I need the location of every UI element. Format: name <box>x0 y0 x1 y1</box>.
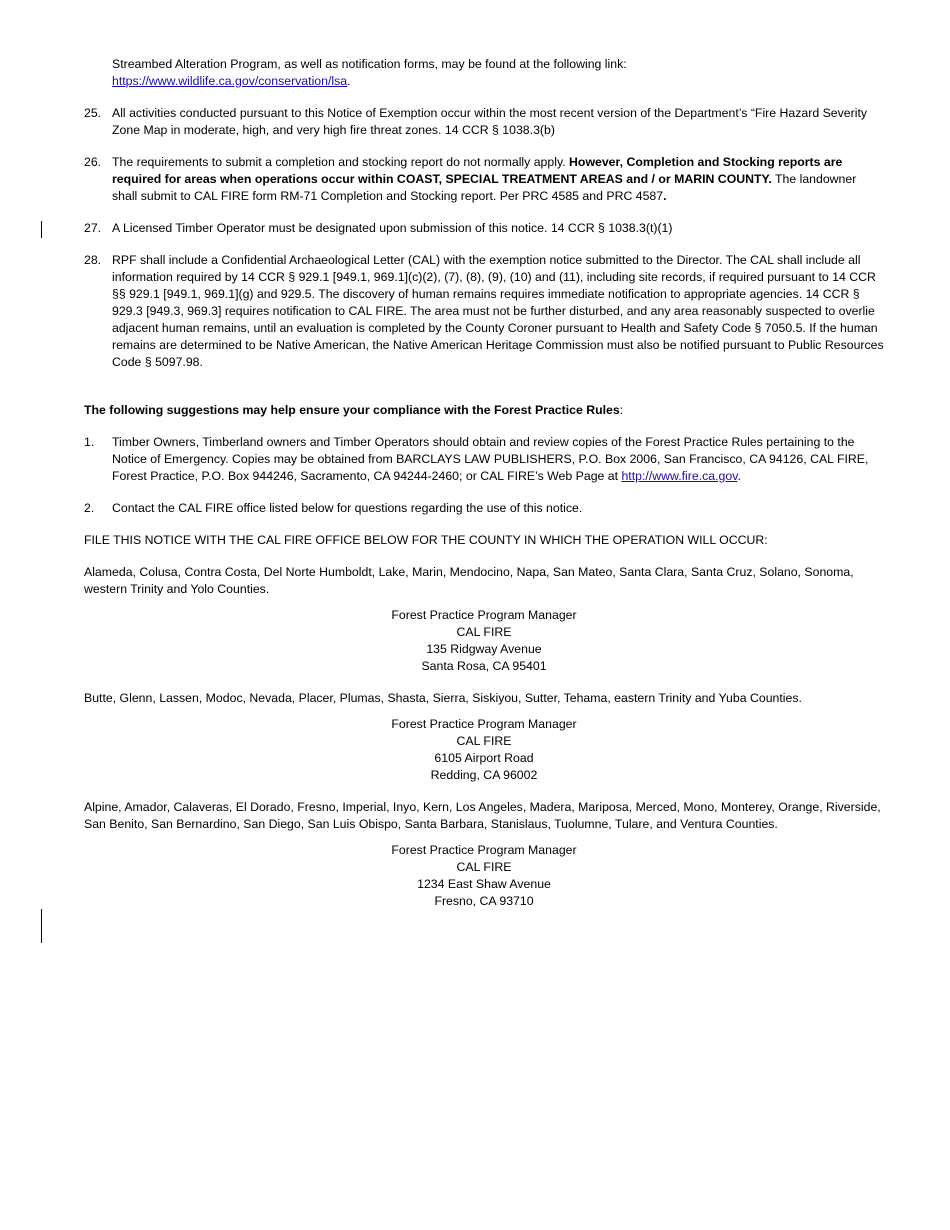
office-block <box>84 799 884 910</box>
revision-bar <box>41 909 42 943</box>
item-number: 1. <box>84 435 95 449</box>
revision-bar <box>41 221 42 238</box>
item-number: 26. <box>84 155 102 169</box>
suggestion-item-2: 2. Contact the CAL FIRE office listed below for questions regarding the use of this notice. <box>84 501 583 515</box>
item-number: 2. <box>84 501 95 515</box>
office-block <box>84 564 884 675</box>
item-number: 27. <box>84 221 102 235</box>
carry-over-text: Streambed Alteration Program, as well as notification forms, may be found at the following link: <box>112 57 627 71</box>
county-list: Alpine, Amador, Calaveras, El Dorado, Fresno, Imperial, Inyo, Kern, Los Angeles, Madera, Mariposa, Merced, Mono, Monterey, Orange, Riverside, San Benito, San Bernardino, San Diego, San Luis Obispo, Santa Barbara, Stanislaus, Tuolumne, Tulare, and Ventura Counties. <box>84 800 881 831</box>
fire-gov-link[interactable]: http://www.fire.ca.gov <box>621 469 738 483</box>
list-item-28 <box>84 252 884 371</box>
office-address: Forest Practice Program Manager CAL FIRE 1234 East Shaw Avenue Fresno, CA 93710 <box>391 843 577 908</box>
list-item-26: 26. The requirements to submit a completion and stocking report do not normally apply. However, Completion and Stocking reports are required for areas when operations occur within COAST, SPECIAL TREATMENT AREAS and / or MARIN COUNTY. The landowner shall submit to CAL FIRE form RM-71 Completion and Stocking report. Per PRC 4585 and PRC 4587. <box>84 155 857 203</box>
bold-requirement: However, Completion and Stocking reports are required for areas when operations occur within COAST, SPECIAL TREATMENT AREAS and / or MARIN COUNTY. <box>112 155 843 186</box>
document-page <box>84 56 884 910</box>
office-address: Forest Practice Program Manager CAL FIRE 6105 Airport Road Redding, CA 96002 <box>391 717 577 782</box>
file-notice: FILE THIS NOTICE WITH THE CAL FIRE OFFICE BELOW FOR THE COUNTY IN WHICH THE OPERATION WILL OCCUR: <box>84 533 768 547</box>
item-number: 28. <box>84 253 102 267</box>
office-block <box>84 690 884 784</box>
list-item-25 <box>84 105 884 139</box>
item-text: All activities conducted pursuant to this Notice of Exemption occur within the most recent version of the Department’s “Fire Hazard Severity Zone Map in moderate, high, and very high fire threat zones. 14 CCR § 1038.3(b) <box>112 106 868 137</box>
lsa-link[interactable]: https://www.wildlife.ca.gov/conservation/lsa <box>112 74 348 88</box>
item-text: RPF shall include a Confidential Archaeological Letter (CAL) with the exemption notice submitted to the Director. The CAL shall include all information required by 14 CCR § 929.1 [949.1, 969.1](c)(2), (7), (8), (9), (10) and (11), including site records, if required pursuant to 14 CCR §§ 929.1 [949.1, 969.1](g) and 929.5. The discovery of human remains requires immediate notification to appropriate agencies. 14 CCR § 929.3 [949.3, 969.3] requires notification to CAL FIRE. The area must not be further disturbed, and any area reasonably suspected to overlie adjacent human remains, until an evaluation is completed by the County Coroner pursuant to Health and Safety Code § 7050.5. If the human remains are determined to be Native American, the Native American Heritage Commission must also be notified pursuant to Public Resources Code § 5097.98. <box>112 253 884 369</box>
county-list: Butte, Glenn, Lassen, Modoc, Nevada, Placer, Plumas, Shasta, Sierra, Siskiyou, Sutter, Tehama, eastern Trinity and Yuba Counties. <box>84 691 802 705</box>
office-address: Forest Practice Program Manager CAL FIRE 135 Ridgway Avenue Santa Rosa, CA 95401 <box>391 608 577 673</box>
item-number: 25. <box>84 106 102 120</box>
suggestions-heading: The following suggestions may help ensure your compliance with the Forest Practice Rules: <box>84 403 624 417</box>
carry-over-paragraph: Streambed Alteration Program, as well as notification forms, may be found at the following link: https://www.wildlife.ca.gov/conservation/lsa. <box>112 57 627 88</box>
suggestion-item-1: 1. Timber Owners, Timberland owners and Timber Operators should obtain and review copies of the Forest Practice Rules pertaining to the Notice of Emergency. Copies may be obtained from BARCLAYS LAW PUBLISHERS, P.O. Box 2006, San Francisco, CA 94126, CAL FIRE, Forest Practice, P.O. Box 944246, Sacramento, CA 94244-2460; or CAL FIRE’s Web Page at http://www.fire.ca.gov. <box>84 435 869 483</box>
county-list: Alameda, Colusa, Contra Costa, Del Norte Humboldt, Lake, Marin, Mendocino, Napa, San Mateo, Santa Clara, Santa Cruz, Solano, Sonoma, western Trinity and Yolo Counties. <box>84 565 854 596</box>
list-item-27: 27. A Licensed Timber Operator must be designated upon submission of this notice. 14 CCR § 1038.3(t)(1) <box>84 221 673 235</box>
